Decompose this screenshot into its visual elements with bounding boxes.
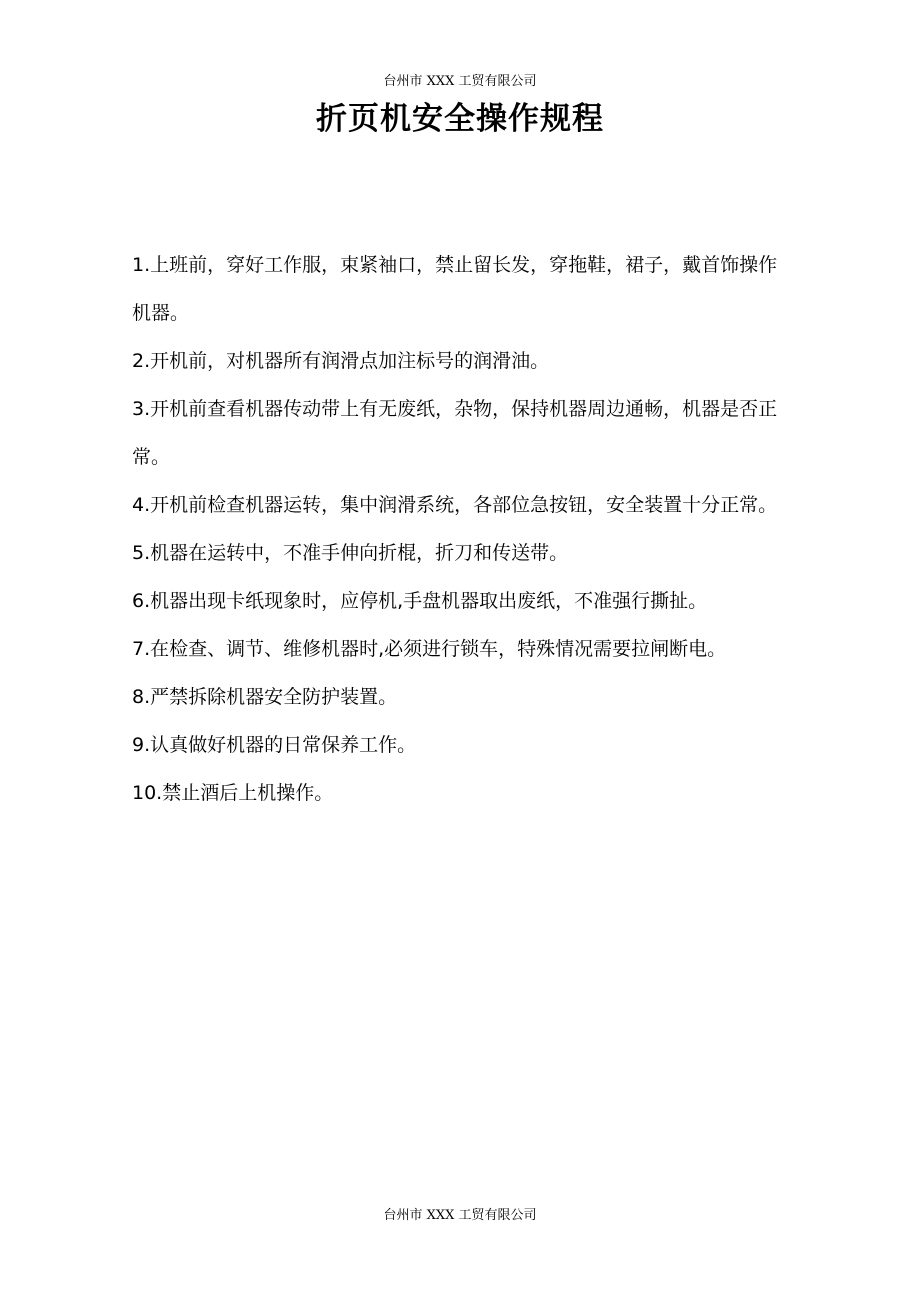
rule-item-4: 4.开机前检查机器运转，集中润滑系统，各部位急按钮，安全装置十分正常。 xyxy=(132,494,778,516)
rule-item-8: 8.严禁拆除机器安全防护装置。 xyxy=(132,686,398,708)
rule-item-6: 6.机器出现卡纸现象时，应停机,手盘机器取出废纸，不准强行撕扯。 xyxy=(132,590,708,612)
rule-item-2: 2.开机前，对机器所有润滑点加注标号的润滑油。 xyxy=(132,350,550,372)
rule-item-1: 1.上班前，穿好工作服，束紧袖口，禁止留长发，穿拖鞋，裙子，戴首饰操作机器。 xyxy=(132,254,778,324)
rule-item-7: 7.在检查、调节、维修机器时,必须进行锁车，特殊情况需要拉闸断电。 xyxy=(132,638,727,660)
footer-company-name: 台州市 XXX 工贸有限公司 xyxy=(383,1208,537,1223)
rules-list xyxy=(132,241,794,817)
page-header xyxy=(0,73,920,91)
rule-item-10: 10.禁止酒后上机操作。 xyxy=(132,782,334,804)
header-company-name: 台州市 XXX 工贸有限公司 xyxy=(383,74,537,89)
rule-item-5: 5.机器在运转中，不准手伸向折棍，折刀和传送带。 xyxy=(132,542,569,564)
rule-item-9: 9.认真做好机器的日常保养工作。 xyxy=(132,734,417,756)
page-footer xyxy=(0,1207,920,1225)
rule-item-3: 3.开机前查看机器传动带上有无废纸，杂物，保持机器周边通畅，机器是否正常。 xyxy=(132,398,778,468)
document-title: 折页机安全操作规程 xyxy=(316,101,604,137)
